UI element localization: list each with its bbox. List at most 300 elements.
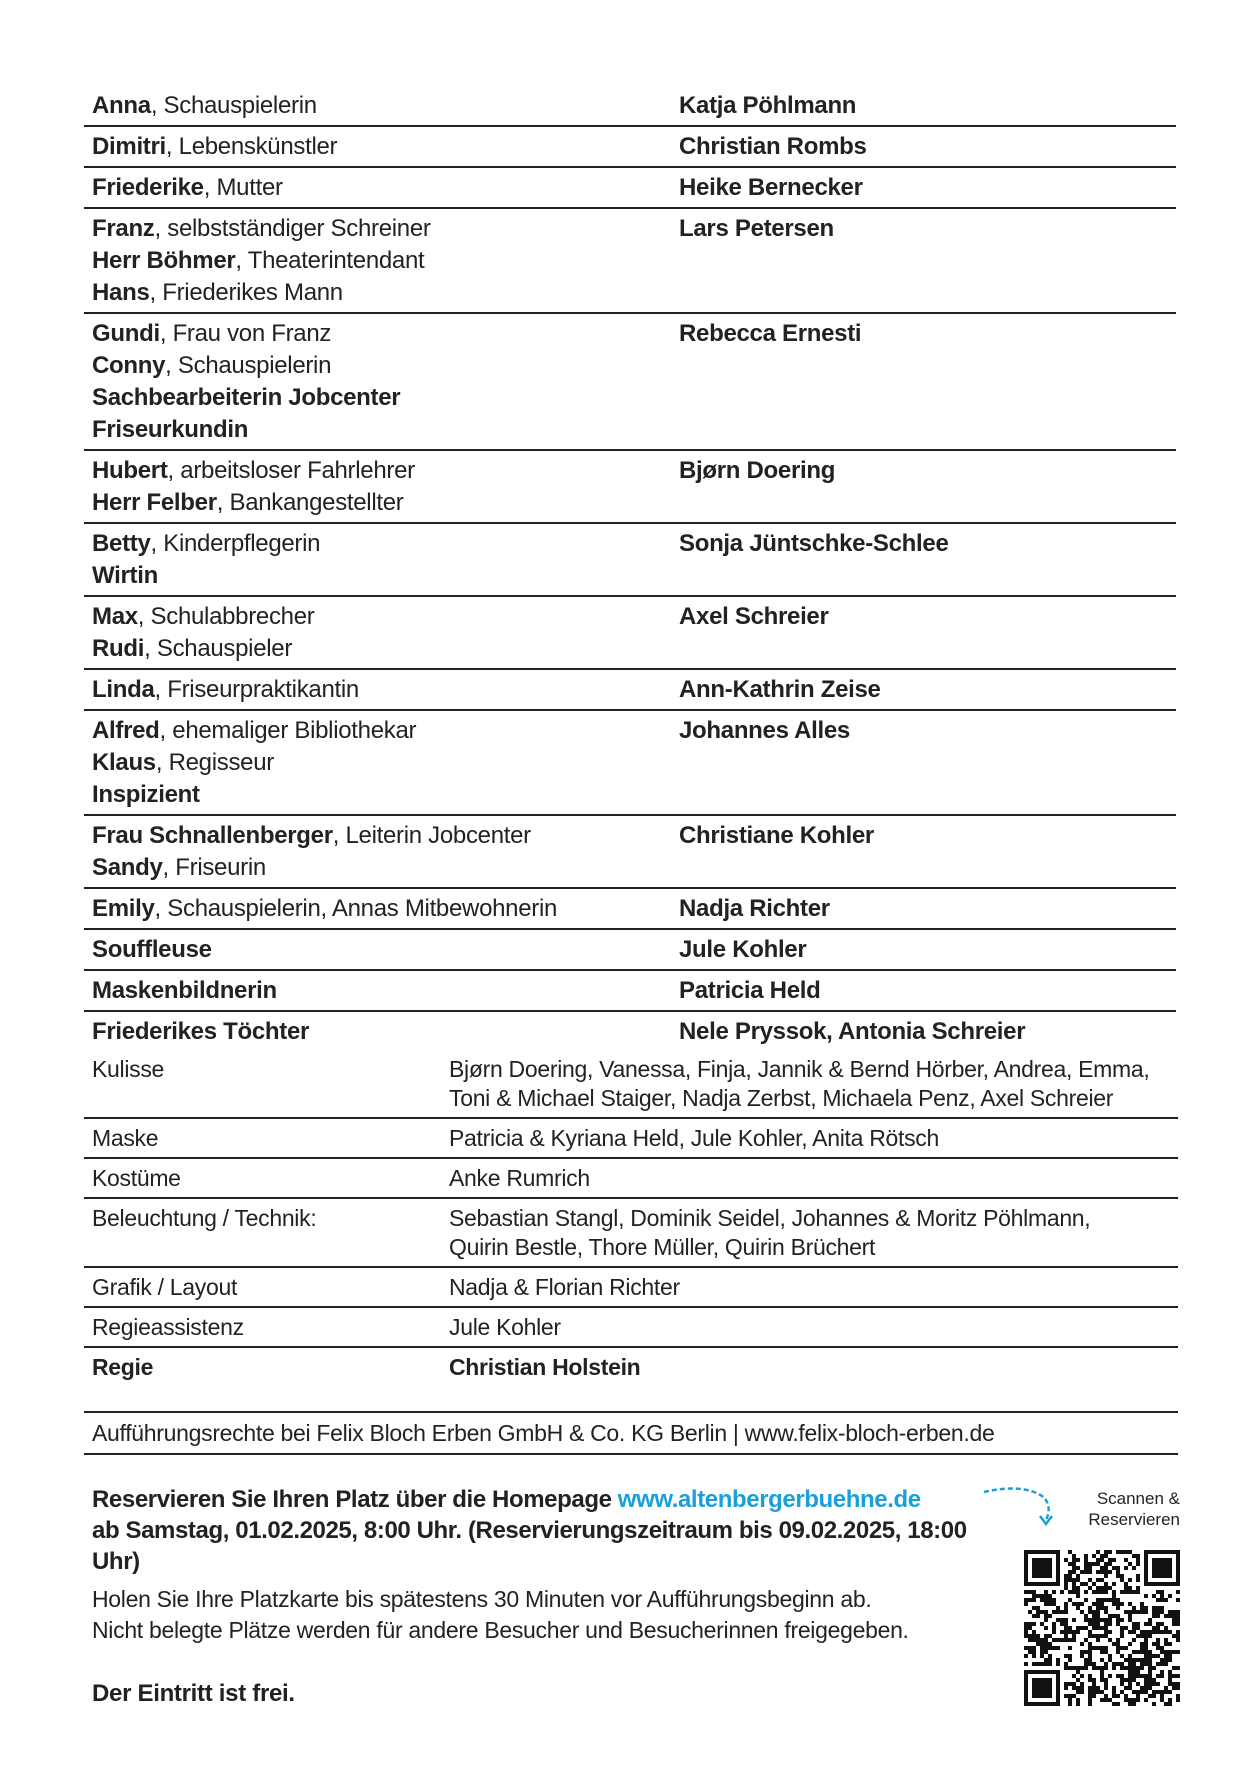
qr-module [1144,1630,1148,1634]
qr-module [1160,1610,1164,1614]
qr-module [1164,1686,1168,1690]
qr-module [1048,1614,1052,1618]
qr-module [1084,1566,1088,1570]
qr-module [1080,1690,1084,1694]
qr-module [1096,1590,1100,1594]
qr-module [1068,1570,1072,1574]
qr-module [1036,1610,1040,1614]
qr-module [1104,1554,1108,1558]
qr-finder [1176,1550,1180,1586]
qr-module [1068,1578,1072,1582]
qr-module [1120,1590,1124,1594]
role-description: , Kinderpflegerin [150,530,321,557]
qr-module [1128,1610,1132,1614]
qr-module [1164,1598,1168,1602]
role-name: Sachbearbeiterin Jobcenter [92,384,401,411]
role-description: , Frau von Franz [159,320,332,347]
role-name: Max [92,603,138,630]
reservation-line-2: ab Samstag, 01.02.2025, 8:00 Uhr. (Reservierungszeitraum bis 09.02.2025, 18:00 Uhr) [92,1517,967,1575]
role-line [92,318,679,350]
qr-module [1080,1582,1084,1586]
crew-value [449,1164,1170,1193]
qr-module [1076,1578,1080,1582]
cast-row [84,1012,1176,1051]
role-name: Betty [92,530,151,557]
qr-module [1044,1650,1048,1654]
qr-module [1064,1582,1068,1586]
qr-module [1136,1610,1140,1614]
qr-module [1112,1594,1116,1598]
qr-module [1116,1662,1120,1666]
qr-module [1144,1606,1148,1610]
qr-module [1132,1678,1136,1682]
qr-module [1172,1610,1176,1614]
qr-module [1040,1594,1044,1598]
role-name: Linda [92,676,155,703]
qr-module [1108,1658,1112,1662]
qr-module [1108,1550,1112,1554]
qr-module [1052,1610,1056,1614]
qr-module [1132,1610,1136,1614]
crew-value-line: Quirin Bestle, Thore Müller, Quirin Brüchert [449,1234,876,1260]
qr-module [1068,1562,1072,1566]
qr-module [1104,1610,1108,1614]
qr-module [1120,1630,1124,1634]
role-line [92,414,679,446]
qr-module [1136,1562,1140,1566]
qr-module [1064,1606,1068,1610]
qr-module [1048,1658,1052,1662]
qr-module [1112,1686,1116,1690]
qr-module [1104,1646,1108,1650]
qr-module [1144,1594,1148,1598]
qr-module [1156,1674,1160,1678]
actor-name: Christiane Kohler [679,822,874,849]
role-line [92,277,679,309]
role-name: Friederikes Töchter [92,1018,310,1045]
qr-module [1136,1698,1140,1702]
qr-module [1040,1662,1044,1666]
role-name: Franz [92,215,155,242]
cast-row [84,971,1176,1012]
crew-value-line: Toni & Michael Staiger, Nadja Zerbst, Michaela Penz, Axel Schreier [449,1085,1114,1111]
qr-module [1156,1590,1160,1594]
role-line [92,455,679,487]
qr-module [1108,1698,1112,1702]
qr-module [1176,1614,1180,1618]
qr-module [1072,1554,1076,1558]
qr-module [1044,1618,1048,1622]
qr-module [1128,1590,1132,1594]
role-line [92,747,679,779]
crew-value [449,1273,1170,1302]
role-name: Rudi [92,635,145,662]
qr-module [1120,1618,1124,1622]
qr-module [1072,1578,1076,1582]
qr-module [1064,1558,1068,1562]
homepage-link[interactable]: www.altenbergerbuehne.de [617,1486,921,1513]
role-cell [92,131,679,163]
role-line [92,172,679,204]
qr-module [1068,1638,1072,1642]
qr-module [1048,1642,1052,1646]
qr-module [1104,1622,1108,1626]
role-description: , Friseurin [162,854,266,881]
role-line [92,245,679,277]
role-line [92,893,679,925]
qr-module [1148,1622,1152,1626]
role-description: , selbstständiger Schreiner [154,215,431,242]
role-cell [92,601,679,665]
qr-module [1144,1698,1148,1702]
qr-module [1032,1634,1036,1638]
qr-module [1060,1610,1064,1614]
qr-module [1096,1602,1100,1606]
qr-module [1024,1602,1028,1606]
qr-module [1156,1622,1160,1626]
reservation-line-1 [92,1484,1012,1515]
actor-name: Christian Rombs [679,133,867,160]
qr-module [1172,1650,1176,1654]
qr-module [1044,1638,1048,1642]
qr-module [1152,1702,1156,1706]
qr-module [1116,1702,1120,1706]
crew-value [449,1204,1170,1262]
crew-row [84,1308,1178,1348]
qr-module [1160,1646,1164,1650]
role-cell [92,1016,679,1048]
qr-module [1044,1642,1048,1646]
qr-module [1080,1610,1084,1614]
qr-module [1084,1554,1088,1558]
role-name: Friseurkundin [92,416,249,443]
role-name: Herr Böhmer [92,247,236,274]
qr-module [1100,1578,1104,1582]
qr-module [1124,1590,1128,1594]
qr-module [1036,1662,1040,1666]
qr-module [1080,1682,1084,1686]
role-line [92,487,679,519]
qr-module [1076,1702,1080,1706]
crew-row [84,1050,1178,1119]
qr-module [1092,1626,1096,1630]
qr-module [1144,1650,1148,1654]
role-cell [92,674,679,706]
role-description: , Lebenskünstler [165,133,338,160]
qr-module [1096,1598,1100,1602]
qr-module [1088,1658,1092,1662]
qr-module [1112,1702,1116,1706]
qr-module [1092,1554,1096,1558]
qr-module [1052,1598,1056,1602]
actor-name: Rebecca Ernesti [679,320,862,347]
qr-module [1084,1666,1088,1670]
qr-module [1104,1678,1108,1682]
qr-module [1044,1598,1048,1602]
qr-module [1108,1654,1112,1658]
qr-module [1052,1622,1056,1626]
qr-module [1040,1598,1044,1602]
qr-module [1100,1650,1104,1654]
crew-value-line: Patricia & Kyriana Held, Jule Kohler, Anita Rötsch [449,1125,939,1151]
qr-module [1036,1642,1040,1646]
qr-module [1076,1686,1080,1690]
qr-module [1136,1650,1140,1654]
qr-module [1096,1578,1100,1582]
qr-module [1056,1638,1060,1642]
qr-module [1112,1642,1116,1646]
qr-module [1156,1606,1160,1610]
qr-module [1112,1666,1116,1670]
qr-module [1028,1610,1032,1614]
qr-module [1084,1598,1088,1602]
qr-module [1100,1678,1104,1682]
free-entry-text: Der Eintritt ist frei. [92,1680,295,1707]
ticket-info-line-2: Nicht belegte Plätze werden für andere Besucher und Besucherinnen freigegeben. [92,1617,909,1643]
qr-module [1044,1662,1048,1666]
cast-row [84,889,1176,930]
qr-module [1152,1606,1156,1610]
qr-module [1096,1606,1100,1610]
role-cell [92,820,679,884]
qr-module [1028,1590,1032,1594]
qr-module [1080,1686,1084,1690]
qr-module [1080,1642,1084,1646]
role-name: Anna [92,92,151,119]
qr-module [1104,1574,1108,1578]
qr-module [1112,1582,1116,1586]
qr-module [1164,1638,1168,1642]
qr-module [1092,1582,1096,1586]
qr-module [1136,1586,1140,1590]
qr-module [1128,1602,1132,1606]
qr-module [1024,1646,1028,1650]
qr-module [1088,1702,1092,1706]
qr-module [1056,1610,1060,1614]
qr-module [1092,1694,1096,1698]
qr-module [1064,1694,1068,1698]
qr-module [1068,1590,1072,1594]
qr-module [1116,1566,1120,1570]
qr-module [1100,1698,1104,1702]
qr-module [1040,1646,1044,1650]
crew-label: Regieassistenz [92,1314,244,1340]
qr-module [1060,1618,1064,1622]
qr-finder [1024,1670,1028,1706]
role-description: , Theaterintendant [235,247,425,274]
qr-module [1124,1658,1128,1662]
qr-module [1152,1642,1156,1646]
qr-module [1112,1690,1116,1694]
qr-code[interactable] [1024,1550,1180,1706]
qr-module [1108,1614,1112,1618]
qr-module [1128,1654,1132,1658]
qr-module [1080,1570,1084,1574]
qr-module [1124,1582,1128,1586]
role-line [92,131,679,163]
qr-module [1100,1646,1104,1650]
qr-module [1156,1662,1160,1666]
qr-module [1124,1610,1128,1614]
qr-module [1072,1566,1076,1570]
qr-module [1108,1630,1112,1634]
qr-module [1176,1666,1180,1670]
qr-module [1168,1678,1172,1682]
qr-module [1156,1642,1160,1646]
qr-module [1068,1694,1072,1698]
qr-module [1084,1626,1088,1630]
qr-module [1120,1678,1124,1682]
qr-module [1176,1618,1180,1622]
qr-module [1104,1590,1108,1594]
qr-module [1152,1626,1156,1630]
qr-module [1036,1634,1040,1638]
qr-module [1064,1574,1068,1578]
role-name: Souffleuse [92,936,212,963]
qr-module [1100,1586,1104,1590]
role-cell [92,934,679,966]
qr-module [1116,1642,1120,1646]
qr-module [1128,1686,1132,1690]
qr-module [1164,1702,1168,1706]
qr-module [1104,1662,1108,1666]
qr-finder [1024,1670,1060,1674]
qr-module [1128,1682,1132,1686]
qr-module [1048,1646,1052,1650]
qr-module [1108,1586,1112,1590]
qr-module [1072,1682,1076,1686]
qr-module [1152,1630,1156,1634]
qr-module [1132,1554,1136,1558]
qr-module [1100,1618,1104,1622]
qr-module [1168,1654,1172,1658]
qr-module [1072,1666,1076,1670]
qr-module [1060,1622,1064,1626]
qr-module [1132,1626,1136,1630]
qr-finder [1032,1678,1052,1698]
qr-module [1040,1610,1044,1614]
crew-table [84,1050,1178,1386]
qr-module [1056,1646,1060,1650]
qr-module [1088,1570,1092,1574]
qr-module [1168,1658,1172,1662]
qr-module [1160,1630,1164,1634]
qr-module [1156,1598,1160,1602]
actor-name: Ann-Kathrin Zeise [679,676,881,703]
qr-module [1152,1614,1156,1618]
qr-align [1132,1658,1136,1678]
qr-module [1124,1626,1128,1630]
role-cell [92,213,679,309]
role-cell [92,90,679,122]
qr-module [1152,1654,1156,1658]
qr-module [1104,1550,1108,1554]
role-line [92,213,679,245]
qr-module [1156,1630,1160,1634]
qr-module [1136,1626,1140,1630]
qr-module [1104,1650,1108,1654]
qr-module [1088,1586,1092,1590]
qr-module [1140,1642,1144,1646]
qr-module [1160,1594,1164,1598]
role-cell [92,893,679,925]
qr-module [1116,1574,1120,1578]
qr-module [1172,1622,1176,1626]
qr-module [1096,1666,1100,1670]
qr-module [1116,1598,1120,1602]
qr-finder [1032,1558,1052,1578]
qr-module [1148,1618,1152,1622]
qr-module [1112,1558,1116,1562]
qr-module [1100,1566,1104,1570]
qr-module [1160,1598,1164,1602]
qr-module [1152,1690,1156,1694]
qr-module [1100,1658,1104,1662]
qr-module [1068,1702,1072,1706]
qr-module [1088,1578,1092,1582]
qr-module [1108,1622,1112,1626]
qr-module [1088,1622,1092,1626]
qr-module [1100,1590,1104,1594]
qr-module [1036,1614,1040,1618]
crew-row [84,1348,1178,1386]
qr-module [1144,1686,1148,1690]
qr-module [1160,1698,1164,1702]
qr-module [1092,1610,1096,1614]
qr-module [1092,1602,1096,1606]
qr-module [1048,1594,1052,1598]
qr-module [1132,1590,1136,1594]
qr-module [1176,1682,1180,1686]
qr-module [1068,1598,1072,1602]
cast-row [84,930,1176,971]
cast-row [84,168,1176,209]
qr-module [1152,1594,1156,1598]
qr-module [1164,1614,1168,1618]
qr-module [1096,1562,1100,1566]
qr-module [1100,1634,1104,1638]
qr-module [1120,1674,1124,1678]
qr-module [1156,1610,1160,1614]
actor-name: Nele Pryssok, Antonia Schreier [679,1018,1026,1045]
qr-module [1084,1562,1088,1566]
actor-name: Lars Petersen [679,215,834,242]
qr-module [1092,1690,1096,1694]
qr-module [1160,1694,1164,1698]
qr-module [1064,1578,1068,1582]
qr-module [1064,1638,1068,1642]
qr-module [1160,1650,1164,1654]
qr-module [1100,1626,1104,1630]
role-name: Wirtin [92,562,158,589]
crew-label: Beleuchtung / Technik: [92,1205,317,1231]
qr-module [1064,1626,1068,1630]
qr-module [1040,1654,1044,1658]
qr-module [1052,1590,1056,1594]
crew-label: Kulisse [92,1056,165,1082]
reservation-notice [92,1484,1012,1577]
qr-module [1088,1646,1092,1650]
qr-module [1096,1690,1100,1694]
qr-module [1044,1594,1048,1598]
qr-module [1168,1674,1172,1678]
qr-module [1116,1638,1120,1642]
qr-module [1092,1662,1096,1666]
qr-module [1024,1590,1028,1594]
actor-name: Katja Pöhlmann [679,92,857,119]
qr-module [1124,1694,1128,1698]
qr-module [1156,1682,1160,1686]
